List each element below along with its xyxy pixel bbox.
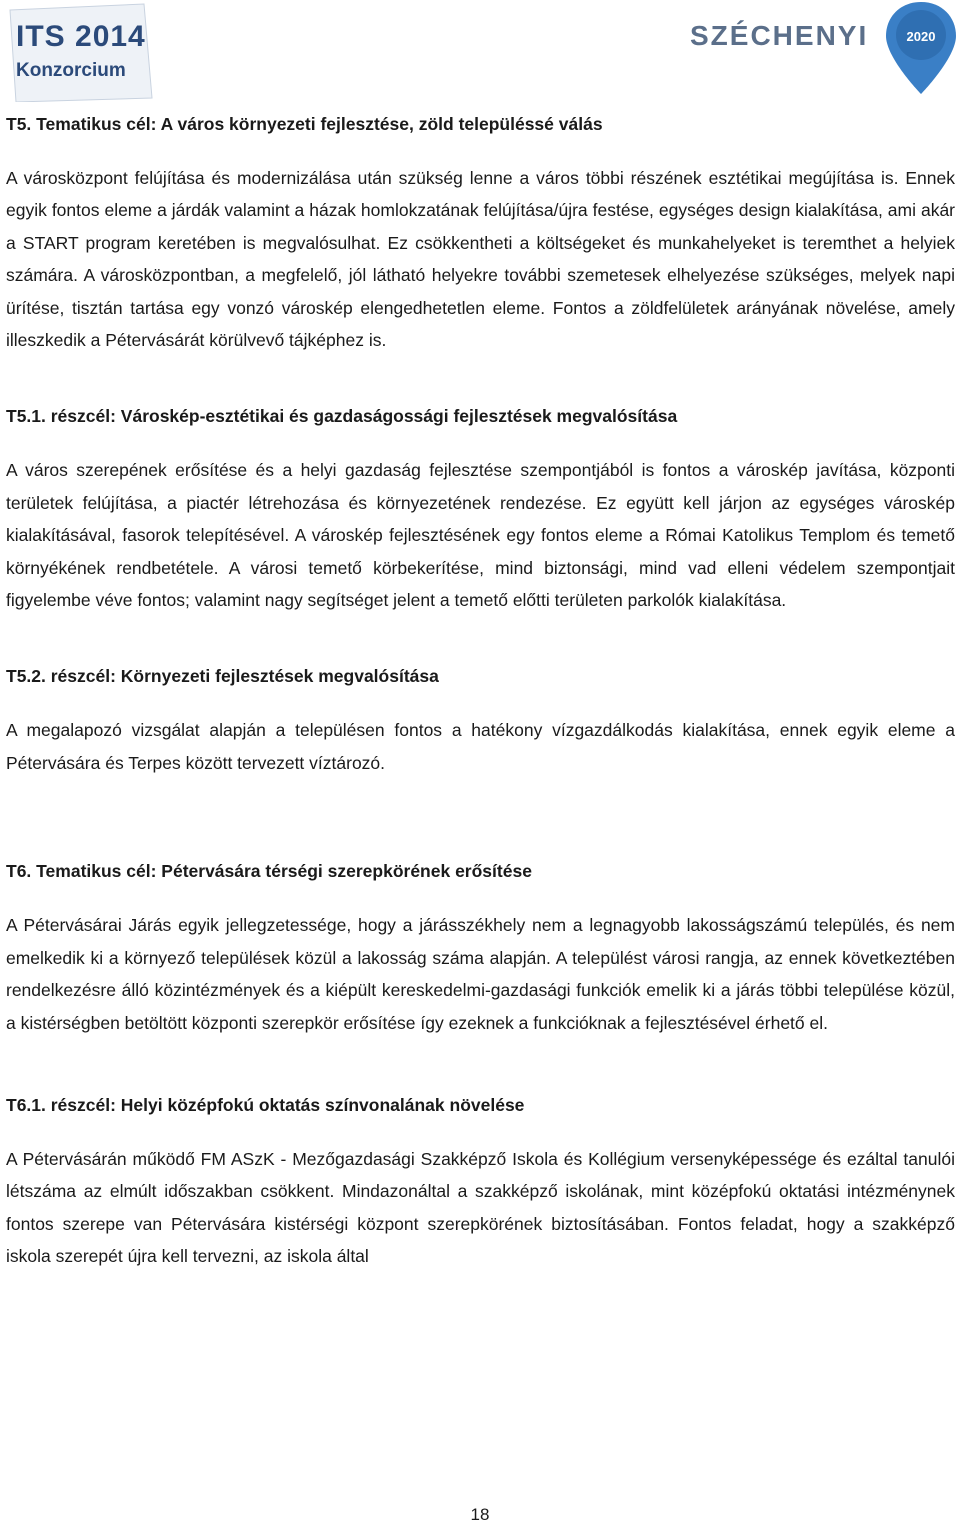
section-heading: T5. Tematikus cél: A város környezeti fejlesztése, zöld településsé válás xyxy=(6,114,603,134)
section-paragraph: A Pétervásárán működő FM ASzK - Mezőgazdasági Szakképző Iskola és Kollégium versenyképessége és ezáltal tanulói létszáma az elmúlt időszakban csökkent. Mindazonáltal a szakképző iskolának, mint középfokú oktatási intézménynek fontos szerepe van Pétervására kistérségi központ szerepkörének biztosításában. Fontos feladat, hogy a szakképző iskola szerepét újra kell tervezni, az iskola által xyxy=(6,1148,955,1267)
section-t6 xyxy=(6,855,955,1039)
its-logo-subtitle: Konzorcium xyxy=(16,60,126,81)
section-t6-1 xyxy=(6,1089,955,1273)
page-number: 18 xyxy=(470,1505,490,1524)
section-t5-2 xyxy=(6,660,955,779)
szechenyi-2020-logo xyxy=(690,0,960,100)
section-t5-1 xyxy=(6,400,955,616)
section-t5 xyxy=(6,108,955,356)
section-heading: T5.1. részcél: Városkép-esztétikai és gazdaságossági fejlesztések megvalósítása xyxy=(6,406,678,427)
section-heading: T6.1. részcél: Helyi középfokú oktatás színvonalának növelése xyxy=(6,1094,525,1115)
its-logo-title: ITS 2014 xyxy=(16,20,146,53)
document-body xyxy=(6,108,955,1273)
section-paragraph: A Pétervásárai Járás egyik jellegzetessége, hogy a járásszékhely nem a legnagyobb lakosságszámú település, és nem emelkedik ki a környező települések közül a lakosság száma alapján. A települést városi rangja, az ennek következtében rendelkezésre álló közintézmények és a kiépült kereskedelmi-gazdasági funkciók emelik ki a járás többi települése közül, a kistérségben betöltött központi szerepkör erősítése így ezeknek a funkcióknak a fejlesztésével érhető el. xyxy=(6,915,955,1033)
section-paragraph: A város szerepének erősítése és a helyi gazdaság fejlesztése szempontjából is fontos a városkép javítása, központi területek felújítása, a piactér létrehozása és környezetének rendezése. Ez együtt kell járjon az egységes városkép kialakításával, fasorok telepítésével. A városkép fejlesztésének egy fontos eleme a Római Katolikus Templom és temető környékének rendbetétele. A városi temető körbekerítése, mind biztonsági, mind vad elleni védelem szempontjait figyelembe véve fontos; valamint nagy segítséget jelent a temető előtti területen parkolók kialakítása. xyxy=(6,460,955,611)
map-pin-icon xyxy=(882,0,960,96)
szechenyi-logo-text: SZÉCHENYI xyxy=(690,20,869,51)
section-heading: T6. Tematikus cél: Pétervására térségi szerepkörének erősítése xyxy=(6,861,532,882)
section-paragraph: A megalapozó vizsgálat alapján a településen fontos a hatékony vízgazdálkodás kialakítása, ennek egyik eleme a Pétervására és Terpes között tervezett víztározó. xyxy=(6,720,955,773)
pin-badge-text: 2020 xyxy=(906,29,936,44)
section-paragraph: A városközpont felújítása és modernizálása után szükség lenne a város többi részének esztétikai megújítása is. Ennek egyik fontos eleme a járdák valamint a házak homlokzatának felújítása/újra festése, egységes design kialakítása, ami akár a START program keretében is megvalósulhat. Ez csökkentheti a költségeket és munkahelyeket is teremthet a helyiek számára. A városközpontban, a megfelelő, jól látható helyekre további szemetesek elhelyezése szükséges, melyek napi ürítése, tisztán tartása egy vonzó városkép elengedhetetlen eleme. Fontos a zöldfelületek arányának növelése, amely illeszkedik a Pétervásárát körülvevő tájképhez is. xyxy=(6,168,955,351)
its-konzorcium-logo xyxy=(6,2,156,102)
section-heading: T5.2. részcél: Környezeti fejlesztések megvalósítása xyxy=(6,666,439,687)
